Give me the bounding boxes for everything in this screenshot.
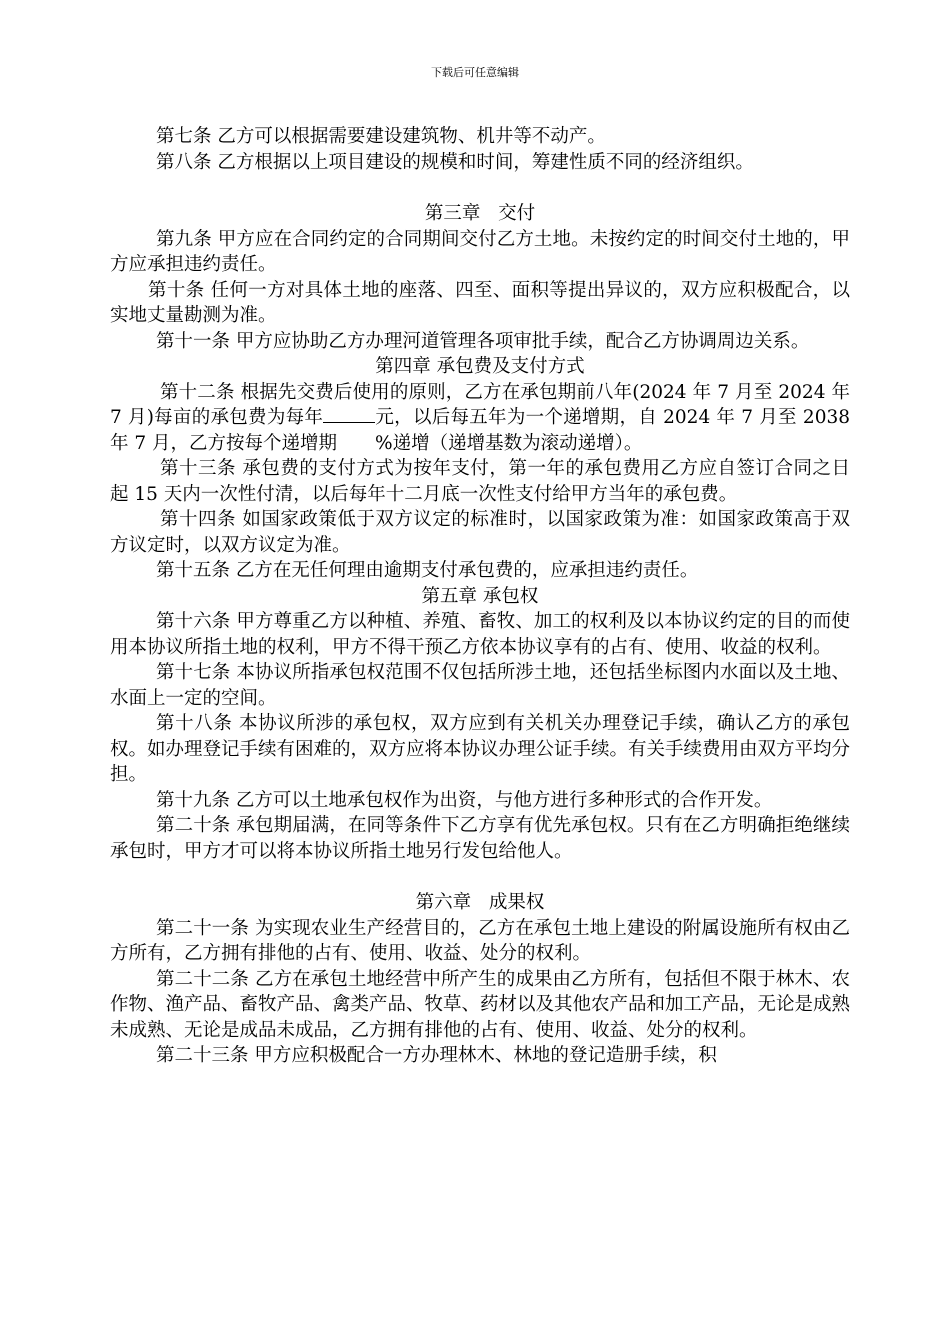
article-paragraph: 第十五条 乙方在无任何理由逾期支付承包费的，应承担违约责任。 [156,560,699,581]
article-text: %递增（递增基数为滚动递增）。 [375,432,643,454]
article-paragraph: 第二十三条 甲方应积极配合一方办理林木、林地的登记造册手续，积 [156,1045,717,1066]
page-header: 下载后可任意编辑 [431,66,519,79]
article-paragraph: 第八条 乙方根据以上项目建设的规模和时间，筹建性质不同的经济组织。 [156,151,754,173]
article-text: 元，以后每五年为一个递增期，自 2024 年 7 月至 2038 年 7 月，乙方按每个递增期 [110,407,850,454]
paragraph-spacer [110,864,850,890]
article-paragraph [110,380,850,457]
document-body [110,124,850,1069]
chapter-heading: 第三章 交付 [424,203,536,224]
fill-in-blank [323,405,375,423]
article-paragraph: 第十条 任何一方对具体土地的座落、四至、面积等提出异议的，双方应积极配合，以实地丈量勘测为准。 [110,279,850,326]
article-paragraph: 第十九条 乙方可以土地承包权作为出资，与他方进行多种形式的合作开发。 [156,789,773,811]
chapter-heading: 第五章 承包权 [421,585,539,607]
article-paragraph: 第十七条 本协议所指承包权范围不仅包括所涉土地，还包括坐标图内水面以及土地、水面上一定的空间。 [110,662,850,709]
article-paragraph: 第九条 甲方应在合同约定的合同期间交付乙方土地。未按约定的时间交付土地的，甲方应承担违约责任。 [110,228,850,275]
article-paragraph: 第二十二条 乙方在承包土地经营中所产生的成果由乙方所有，包括但不限于林木、农作物、渔产品、畜牧产品、禽类产品、牧草、药材以及其他农产品和加工产品，无论是成熟未成熟、无论是成品未成品，乙方拥有排他的占有、使用、收益、处分的权利。 [110,968,851,1041]
article-text: 第十二条 根据先交费后使用的原则，乙方在承包期前八年(2024 年 7 月至 2024 年 7 月)每亩的承包费为每年 [110,381,850,428]
article-paragraph: 第十六条 甲方尊重乙方以种植、养殖、畜牧、加工的权利及以本协议约定的目的而使用本协议所指土地的权利，甲方不得干预乙方依本协议享有的占有、使用、收益的权利。 [110,611,850,658]
article-paragraph: 第十四条 如国家政策低于双方议定的标准时，以国家政策为准：如国家政策高于双方议定时，以双方议定为准。 [110,509,850,556]
paragraph-spacer [110,175,850,201]
article-paragraph: 第二十一条 为实现农业生产经营目的，乙方在承包土地上建设的附属设施所有权由乙方所有，乙方拥有排他的占有、使用、收益、处分的权利。 [110,917,850,964]
article-paragraph: 第二十条 承包期届满，在同等条件下乙方享有优先承包权。只有在乙方明确拒绝继续承包时，甲方才可以将本协议所指土地另行发包给他人。 [110,815,850,862]
article-paragraph: 第十八条 本协议所涉的承包权，双方应到有关机关办理登记手续，确认乙方的承包权。如办理登记手续有困难的，双方应将本协议办理公证手续。有关手续费用由双方平均分担。 [110,713,851,785]
article-paragraph: 第七条 乙方可以根据需要建设建筑物、机井等不动产。 [156,126,606,147]
chapter-heading: 第六章 成果权 [415,892,545,913]
article-paragraph: 第十一条 甲方应协助乙方办理河道管理各项审批手续，配合乙方协调周边关系。 [156,330,810,352]
article-paragraph: 第十三条 承包费的支付方式为按年支付，第一年的承包费用乙方应自签订合同之日起 15 天内一次性付清，以后每年十二月底一次性支付给甲方当年的承包费。 [110,458,850,505]
chapter-heading: 第四章 承包费及支付方式 [375,356,585,377]
